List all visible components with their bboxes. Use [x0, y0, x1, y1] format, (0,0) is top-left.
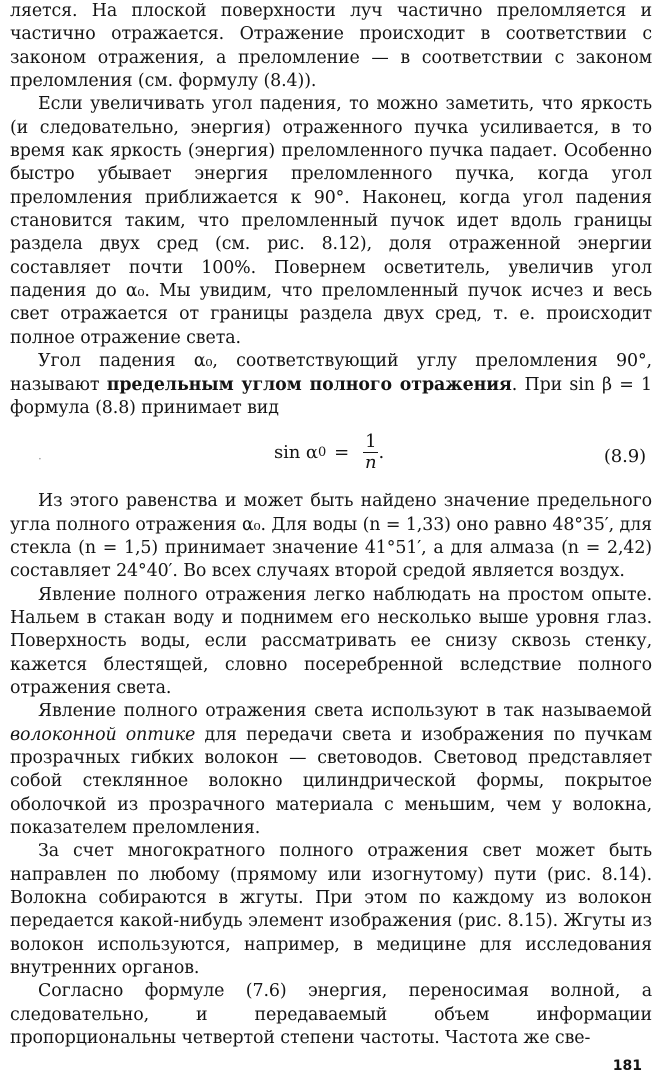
equation-lhs: sin α [274, 442, 318, 464]
equation-number: (8.9) [603, 446, 646, 468]
paragraph-4: Из этого равенства и может быть найдено значение предельного угла полного отражения α₀. Для воды (n = 1,33) оно равно 48°35′, для стекла (n = 1,5) принимает значение 41°51′, а для алмаза (n = 2,42) составляет 24°40′. Во всех случаях второй средой является воздух. [10, 491, 652, 582]
paragraph-3-end: . При sin β = 1 формула (8.8) принимает вид [10, 374, 652, 418]
equation-tail: . [378, 442, 385, 464]
paragraph-3 [10, 350, 652, 420]
term-fiber-optics: волоконной оптике [10, 724, 196, 745]
paragraph-2: Если увеличивать угол падения, то можно заметить, что яркость (и следовательно, энергия) отраженного пучка усиливается, в то время как яркость (энергия) преломленного пучка падает. Особенно быстро убывает энергия преломленного пучка, когда угол преломления приближается к 90°. Наконец, когда угол падения становится таким, что преломленный пучок идет вдоль границы раздела двух сред (см. рис. 8.12), доля отраженной энергии составляет почти 100%. Повернем осветитель, увеличив угол падения до α₀. Мы увидим, что преломленный пучок исчез и весь свет отражается от границы раздела двух сред, т. е. происходит полное отражение света. [10, 94, 652, 348]
paragraph-6-start: Явление полного отражения света используют в так называемой [38, 701, 652, 722]
paragraph-6 [10, 700, 652, 840]
equation-8-9 [10, 420, 652, 490]
scan-speck: · [38, 452, 42, 467]
equation-subscript: 0 [317, 445, 327, 461]
paragraph-8: Согласно формуле (7.6) энергия, переносимая волной, а следовательно, и передаваемый объем информации пропорциональны четвертой степени частоты. Частота же све- [10, 981, 652, 1049]
body-text [10, 0, 652, 1050]
paragraph-6-end: для передачи света и изображения по пучкам прозрачных гибких волокон — световодов. Световод представляет собой стеклянное волокно цилиндрической формы, покрытое оболочкой из прозрачного материала с меньшим, чем у волокна, показателем преломления. [10, 724, 652, 838]
equation-fraction [363, 432, 378, 473]
page-number: 181 [612, 1058, 642, 1074]
paragraph-7: За счет многократного полного отражения свет может быть направлен по любому (прямому или изогнутому) пути (рис. 8.14). Волокна собираются в жгуты. При этом по каждому из волокон передается какой-нибудь элемент изображения (рис. 8.15). Жгуты из волокон используются, например, в медицине для исследования внутренних органов. [10, 841, 652, 979]
fraction-denominator: n [365, 452, 377, 474]
paragraph-1: ляется. На плоской поверхности луч частично преломляется и частично отражается. Отражение происходит в соответствии с законом отражения, а преломление — в соответствии с законом преломления (см. формулу (8.4)). [10, 1, 652, 92]
equation-body [274, 432, 384, 473]
paragraph-3-start: Угол падения α₀, соответствующий углу преломления 90°, называют [10, 351, 652, 395]
fraction-numerator: 1 [365, 431, 377, 453]
term-critical-angle: предельным углом полного отражения [106, 374, 512, 395]
equation-equals: = [334, 442, 350, 464]
paragraph-5: Явление полного отражения легко наблюдать на простом опыте. Нальем в стакан воду и поднимем его несколько выше уровня глаз. Поверхность воды, если рассматривать ее снизу сквозь стенку, кажется блестящей, словно посеребренной вследствие полного отражения света. [10, 584, 652, 698]
